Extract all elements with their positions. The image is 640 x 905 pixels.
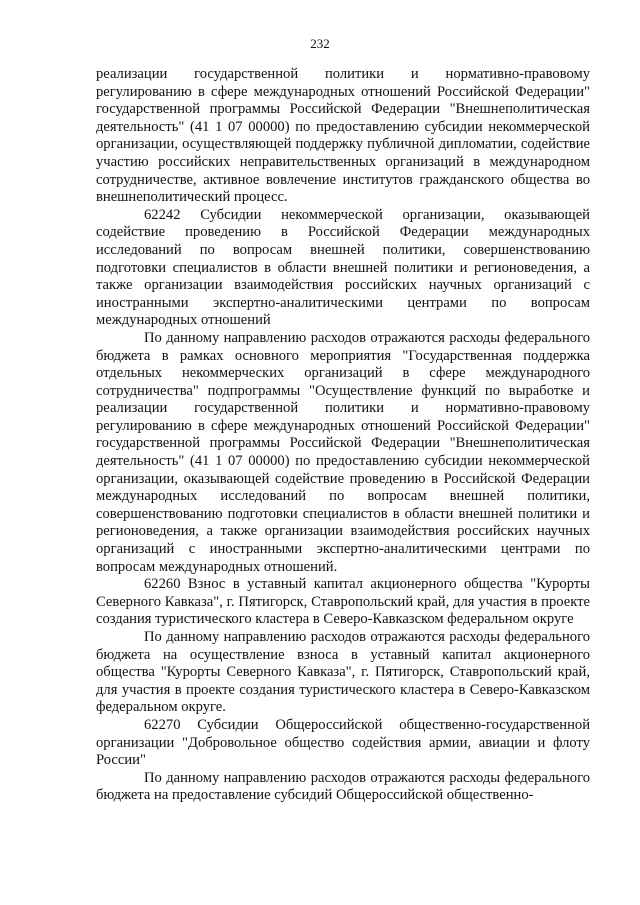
paragraph-continuation: реализации государственной политики и нормативно-правовому регулированию в сфере международных отношений Российской Федерации" государственной программы Российской Федерации "Внешнеполитическая деятельность" (41 1 07 00000) по предоставлению субсидии некоммерческой организации, осуществляющей поддержку публичной дипломатии, содействие участию российских неправительственных организаций в международном сотрудничестве, активное вовлечение институтов гражданского общества во внешнеполитический процесс.: [96, 66, 590, 206]
paragraph-code-62242: 62242 Субсидии некоммерческой организации, оказывающей содействие проведению в Российской Федерации международных исследований по вопросам внешней политики, совершенствованию подготовки специалистов в области внешней политики и регионоведения, а также организации взаимодействия российских научных организаций с иностранными экспертно-аналитическими центрами по вопросам международных отношений: [96, 206, 590, 329]
paragraph-description-62260: По данному направлению расходов отражаются расходы федерального бюджета на осуществление взноса в уставный капитал акционерного общества "Курорты Северного Кавказа", г. Пятигорск, Ставропольский край, для участия в проекте создания туристического кластера в Северо-Кавказском федеральном округе.: [96, 629, 590, 716]
document-body: [96, 66, 590, 805]
paragraph-code-62270: 62270 Субсидии Общероссийской общественно-государственной организации "Добровольное общество содействия армии, авиации и флоту России": [96, 716, 590, 769]
paragraph-description-62242: По данному направлению расходов отражаются расходы федерального бюджета в рамках основного мероприятия "Государственная поддержка отдельных некоммерческих организаций в сфере международного сотрудничества" подпрограммы "Осуществление функций по выработке и реализации государственной политики и нормативно-правовому регулированию в сфере международных отношений Российской Федерации" государственной программы Российской Федерации "Внешнеполитическая деятельность" (41 1 07 00000) по предоставлению субсидии некоммерческой организации, оказывающей содействие проведению в Российской Федерации международных исследований по вопросам внешней политики, совершенствованию подготовки специалистов в области внешней политики и регионоведения, а также организации взаимодействия российских научных организаций с иностранными экспертно-аналитическими центрами по вопросам международных отношений.: [96, 329, 590, 575]
page-number: 232: [310, 36, 330, 51]
paragraph-description-62270: По данному направлению расходов отражаются расходы федерального бюджета на предоставление субсидий Общероссийской общественно-: [96, 769, 590, 804]
paragraph-code-62260: 62260 Взнос в уставный капитал акционерного общества "Курорты Северного Кавказа", г. Пятигорск, Ставропольский край, для участия в проекте создания туристического кластера в Северо-Кавказском федеральном округе: [96, 576, 590, 628]
